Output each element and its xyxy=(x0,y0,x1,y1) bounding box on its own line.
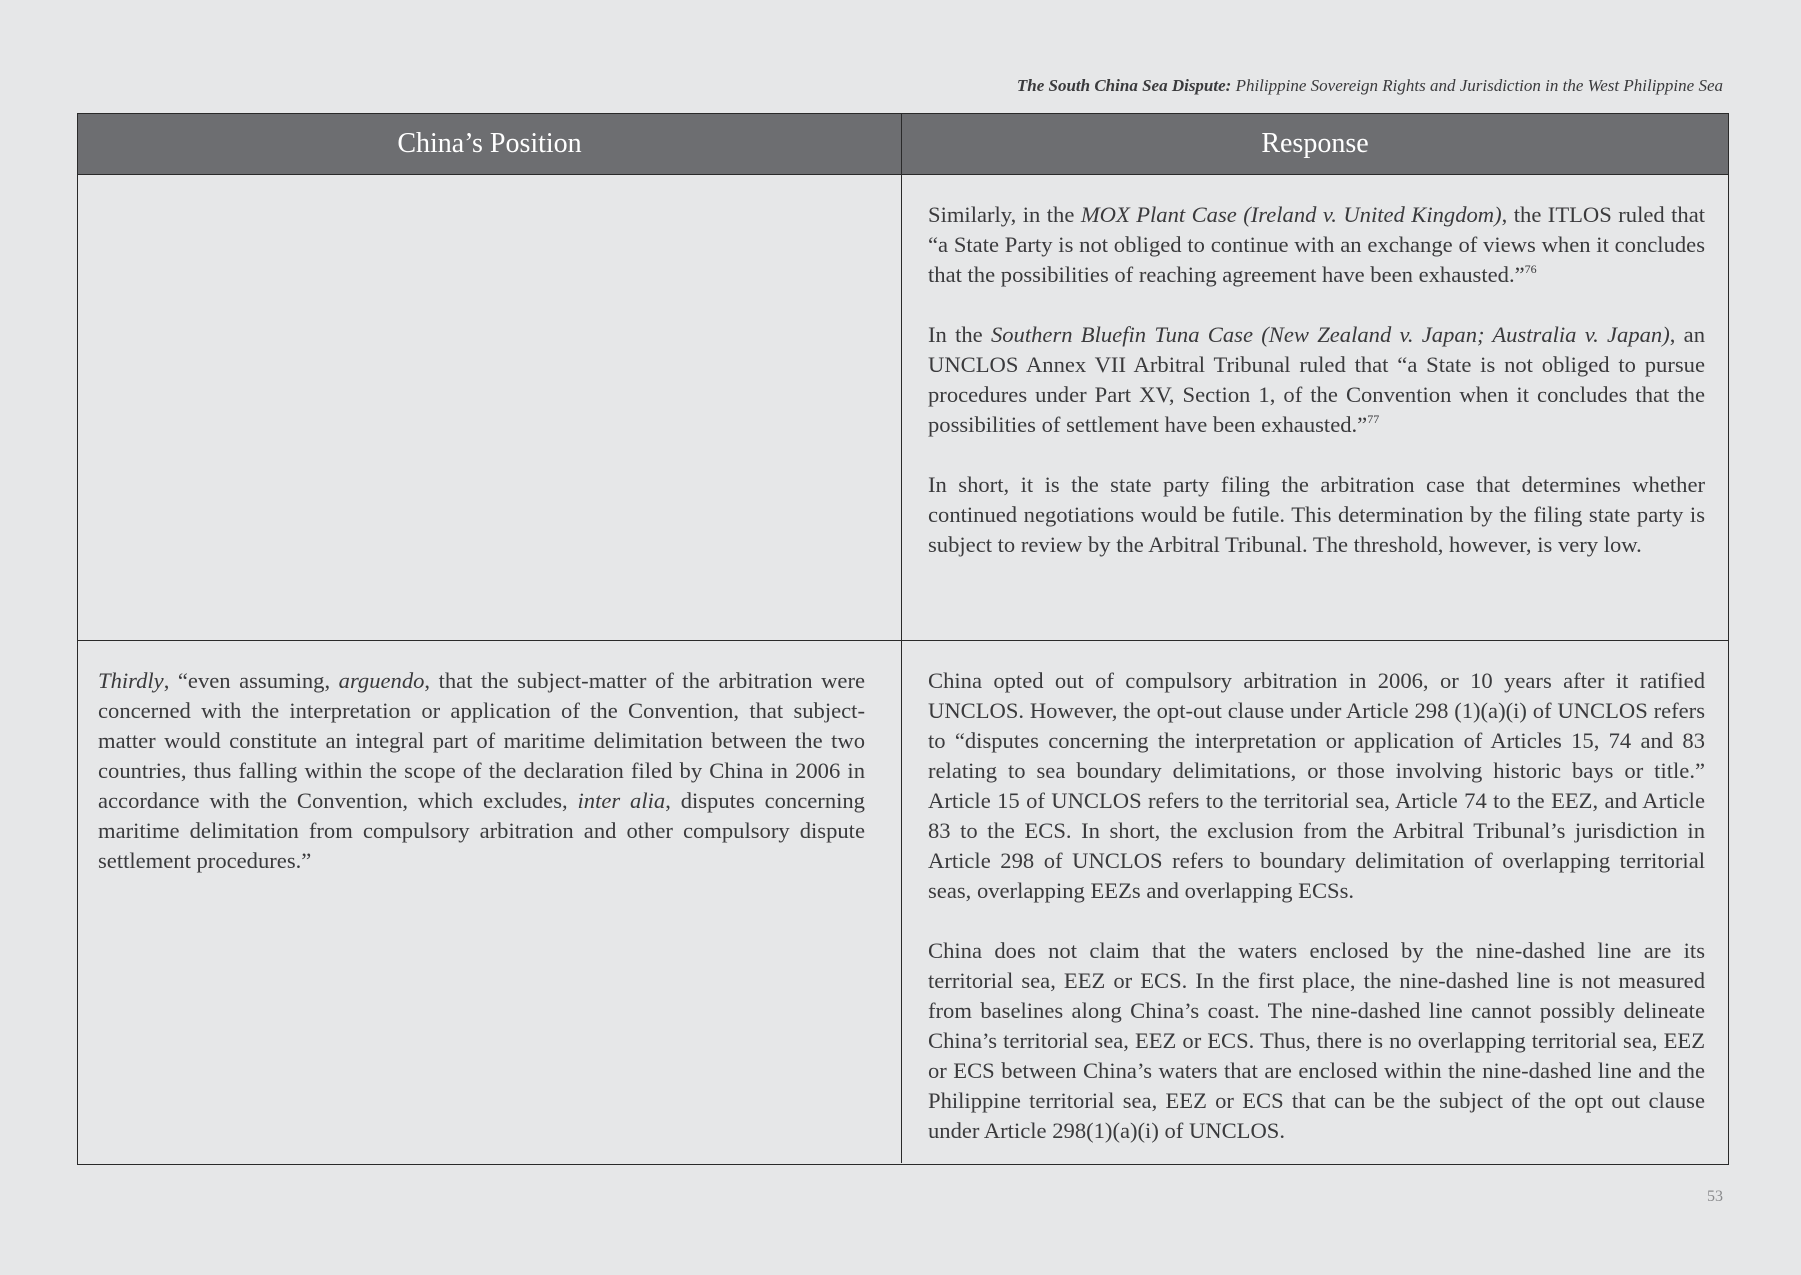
italic-text: Thirdly xyxy=(98,668,164,693)
footnote-ref: 77 xyxy=(1367,412,1380,426)
table-row xyxy=(78,174,1728,641)
paragraph xyxy=(928,200,1705,290)
comparison-table xyxy=(77,113,1729,1165)
text-run: In short, it is the state party filing the arbitration case that determines whether continued negotiations would be futile. This determination by the filing state party is subject to review by the Arbitral Tribunal. The threshold, however, is very low. xyxy=(928,472,1705,557)
italic-text: arguendo xyxy=(338,668,425,693)
text-run: Similarly, in the xyxy=(928,202,1081,227)
column-header-china-position: China’s Position xyxy=(78,114,902,174)
text-run: China does not claim that the waters enclosed by the nine-dashed line are its territorial sea, EEZ or ECS. In the first place, the nine-dashed line is not measured from baselines along China’s coast. The nine-dashed line cannot possibly delineate China’s territorial sea, EEZ or ECS. Thus, there is no overlapping territorial sea, EEZ or ECS between China’s waters that are enclosed within the nine-dashed line and the Philippine territorial sea, EEZ or ECS that can be the subject of the opt out clause under Article 298(1)(a)(i) of UNCLOS. xyxy=(928,938,1705,1143)
text-run: , disputes concerning maritime delimitation from compulsory arbitration and other compulsory dispute settlement procedures.” xyxy=(98,788,865,873)
paragraph xyxy=(928,666,1705,906)
text-run: , “even assuming, xyxy=(163,668,339,693)
text-run: , an UNCLOS Annex VII Arbitral Tribunal ruled that “a State is not obliged to pursue procedures under Part XV, Section 1, of the Convention when it concludes that the possibilities of settlement have been exhausted.” xyxy=(928,322,1705,437)
table-row xyxy=(78,640,1728,1163)
paragraph xyxy=(928,320,1705,440)
page-number: 53 xyxy=(1707,1188,1723,1205)
italic-text: inter alia xyxy=(577,788,666,813)
text-run: , that the subject-matter of the arbitration were concerned with the interpretation or application of the Convention, that subject-matter would constitute an integral part of maritime delimitation between the two countries, thus falling within the scope of the declaration filed by China in 2006 in accordance with the Convention, which excludes, xyxy=(98,668,865,813)
running-header xyxy=(1017,76,1723,96)
paragraph xyxy=(98,666,865,876)
text-run: In the xyxy=(928,322,991,347)
china-position-cell xyxy=(78,640,902,1163)
footnote-ref: 76 xyxy=(1524,262,1537,276)
running-header-subtitle: Philippine Sovereign Rights and Jurisdiction in the West Philippine Sea xyxy=(1231,76,1723,95)
response-cell xyxy=(902,174,1728,640)
italic-text: Southern Bluefin Tuna Case (New Zealand v. Japan; Australia v. Japan) xyxy=(990,322,1670,347)
table-header-row xyxy=(78,114,1728,175)
paragraph xyxy=(928,470,1705,560)
paragraph xyxy=(928,936,1705,1146)
running-header-title: The South China Sea Dispute: xyxy=(1016,76,1232,95)
response-cell xyxy=(902,640,1728,1163)
text-run: , the ITLOS ruled that “a State Party is not obliged to continue with an exchange of views when it concludes that the possibilities of reaching agreement have been exhausted.” xyxy=(928,202,1706,287)
italic-text: MOX Plant Case (Ireland v. United Kingdom) xyxy=(1080,202,1502,227)
text-run: China opted out of compulsory arbitration in 2006, or 10 years after it ratified UNCLOS. However, the opt-out clause under Article 298 (1)(a)(i) of UNCLOS refers to “disputes concerning the interpretation or application of Articles 15, 74 and 83 relating to sea boundary delimitations, or those involving historic bays or title.” Article 15 of UNCLOS refers to the territorial sea, Article 74 to the EEZ, and Article 83 to the ECS. In short, the exclusion from the Arbitral Tribunal’s jurisdiction in Article 298 of UNCLOS refers to boundary delimitation of overlapping territorial seas, overlapping EEZs and overlapping ECSs. xyxy=(928,668,1705,903)
column-header-response: Response xyxy=(1261,128,1369,159)
china-position-cell xyxy=(78,174,902,640)
